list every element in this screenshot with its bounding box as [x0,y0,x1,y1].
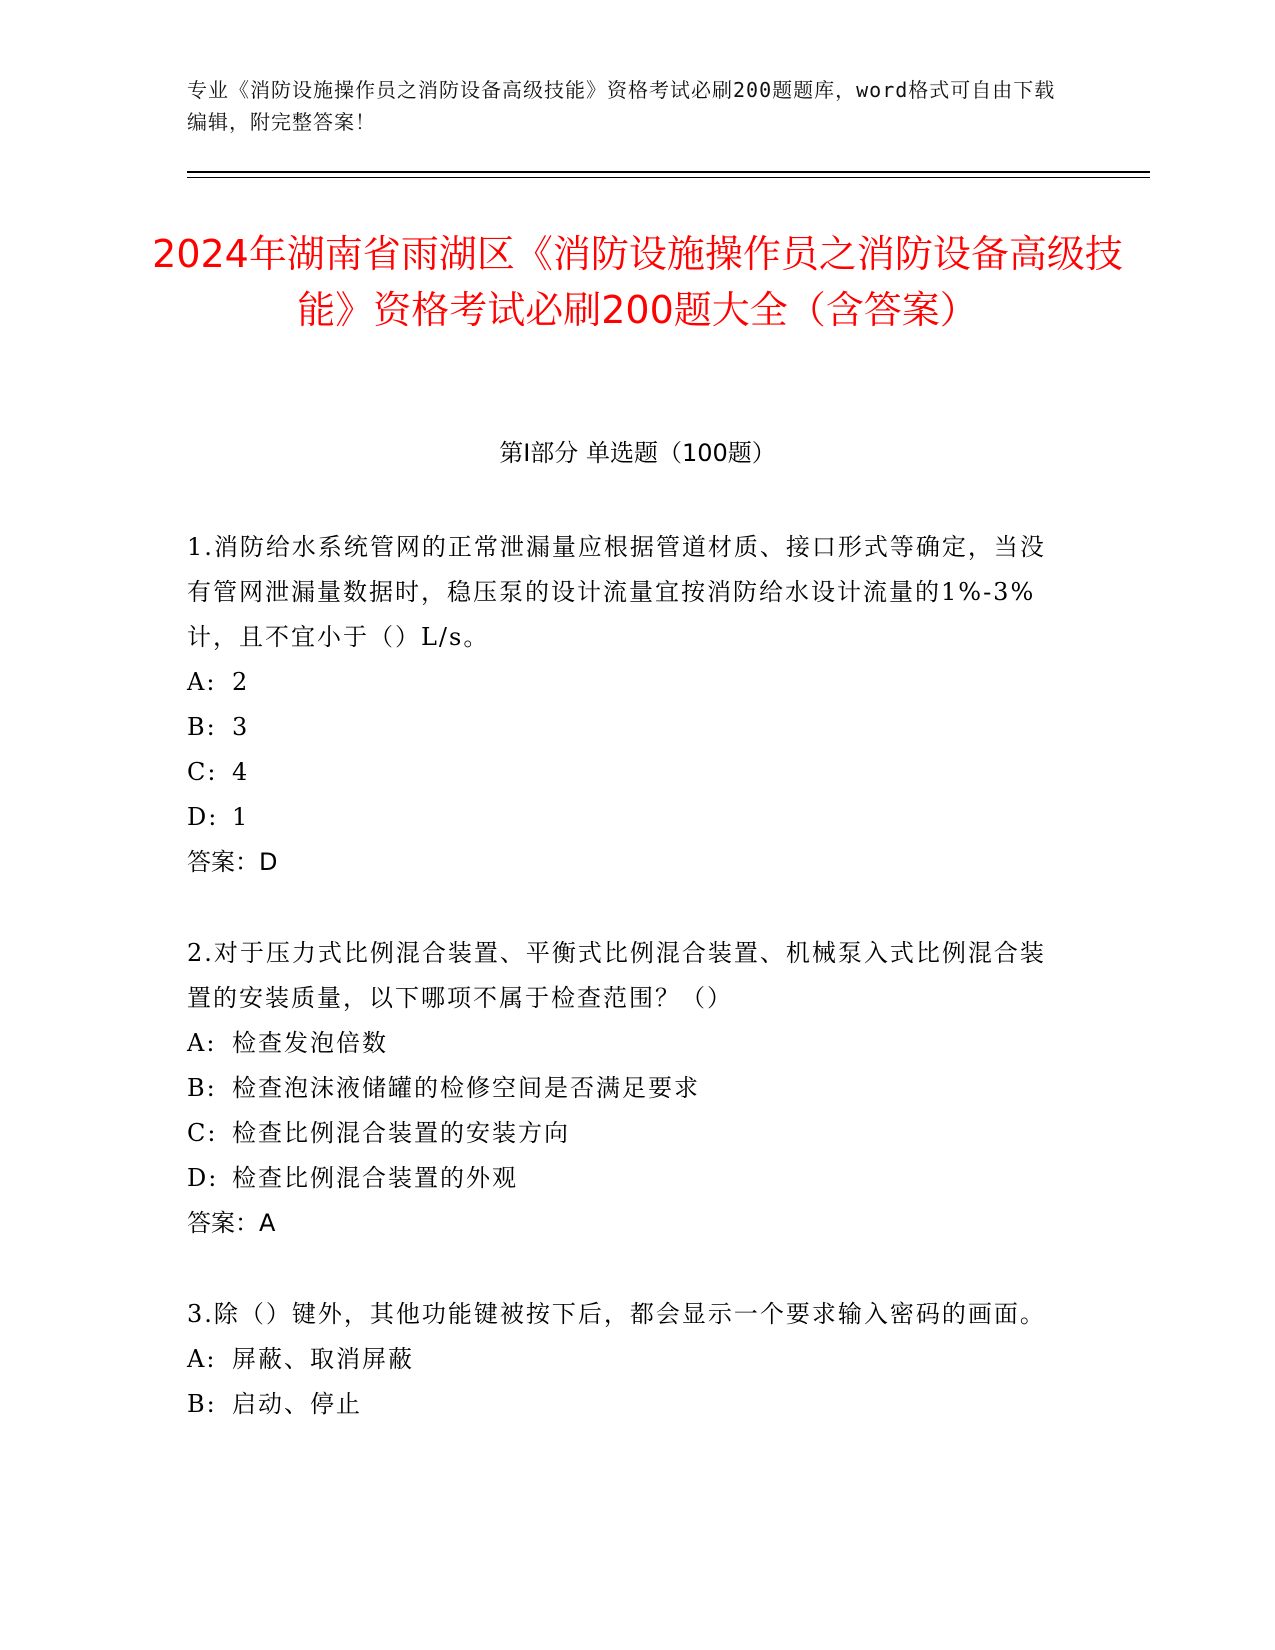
header-note: 专业《消防设施操作员之消防设备高级技能》资格考试必刷200题题库，word格式可自由下载编辑，附完整答案！ [187,78,1056,134]
question-3-option-a [187,1337,1067,1382]
option-text: 3 [232,713,250,741]
option-text: 检查发泡倍数 [232,1029,388,1057]
option-text: 检查比例混合装置的安装方向 [232,1119,570,1147]
question-3-option-b [187,1382,1067,1427]
question-list [187,525,1067,1427]
option-text: 屏蔽、取消屏蔽 [232,1345,414,1373]
option-text: 检查比例混合装置的外观 [232,1164,518,1192]
option-text: 2 [232,668,250,696]
option-letter: D: [187,803,219,831]
option-text: 4 [232,758,250,786]
option-text: 检查泡沫液储罐的检修空间是否满足要求 [232,1074,700,1102]
question-2-text: 2.对于压力式比例混合装置、平衡式比例混合装置、机械泵入式比例混合装置的安装质量，以下哪项不属于检查范围？（） [187,939,1046,1012]
question-2 [187,931,1067,1246]
option-letter: B: [187,1390,217,1418]
question-2-answer: 答案：A [187,1209,276,1237]
question-3-text: 3.除（）键外，其他功能键被按下后，都会显示一个要求输入密码的画面。 [187,1300,1046,1328]
option-text: 1 [232,803,250,831]
document-title: 2024年湖南省雨湖区《消防设施操作员之消防设备高级技能》资格考试必刷200题大全（含答案） [152,232,1123,332]
question-1-option-a [187,660,1067,705]
question-2-option-d [187,1156,1067,1201]
question-1-option-b [187,705,1067,750]
question-1-text: 1.消防给水系统管网的正常泄漏量应根据管道材质、接口形式等确定，当没有管网泄漏量数据时，稳压泵的设计流量宜按消防给水设计流量的1%-3%计，且不宜小于（）L/s。 [187,533,1046,651]
header-rule-thin [187,177,1150,178]
option-letter: A: [187,1029,217,1057]
question-1-option-d [187,795,1067,840]
option-letter: B: [187,713,217,741]
option-letter: C: [187,1119,218,1147]
question-2-option-a [187,1021,1067,1066]
question-3 [187,1292,1067,1427]
section-title: 第Ⅰ部分 单选题（100题） [499,439,776,467]
option-letter: C: [187,758,218,786]
header-rule-thick [187,171,1150,173]
option-letter: A: [187,1345,217,1373]
question-1-answer: 答案：D [187,848,278,876]
option-letter: D: [187,1164,219,1192]
option-letter: A: [187,668,217,696]
option-text: 启动、停止 [232,1390,362,1418]
option-letter: B: [187,1074,217,1102]
question-2-option-b [187,1066,1067,1111]
question-1-option-c [187,750,1067,795]
question-2-option-c [187,1111,1067,1156]
question-1 [187,525,1067,885]
